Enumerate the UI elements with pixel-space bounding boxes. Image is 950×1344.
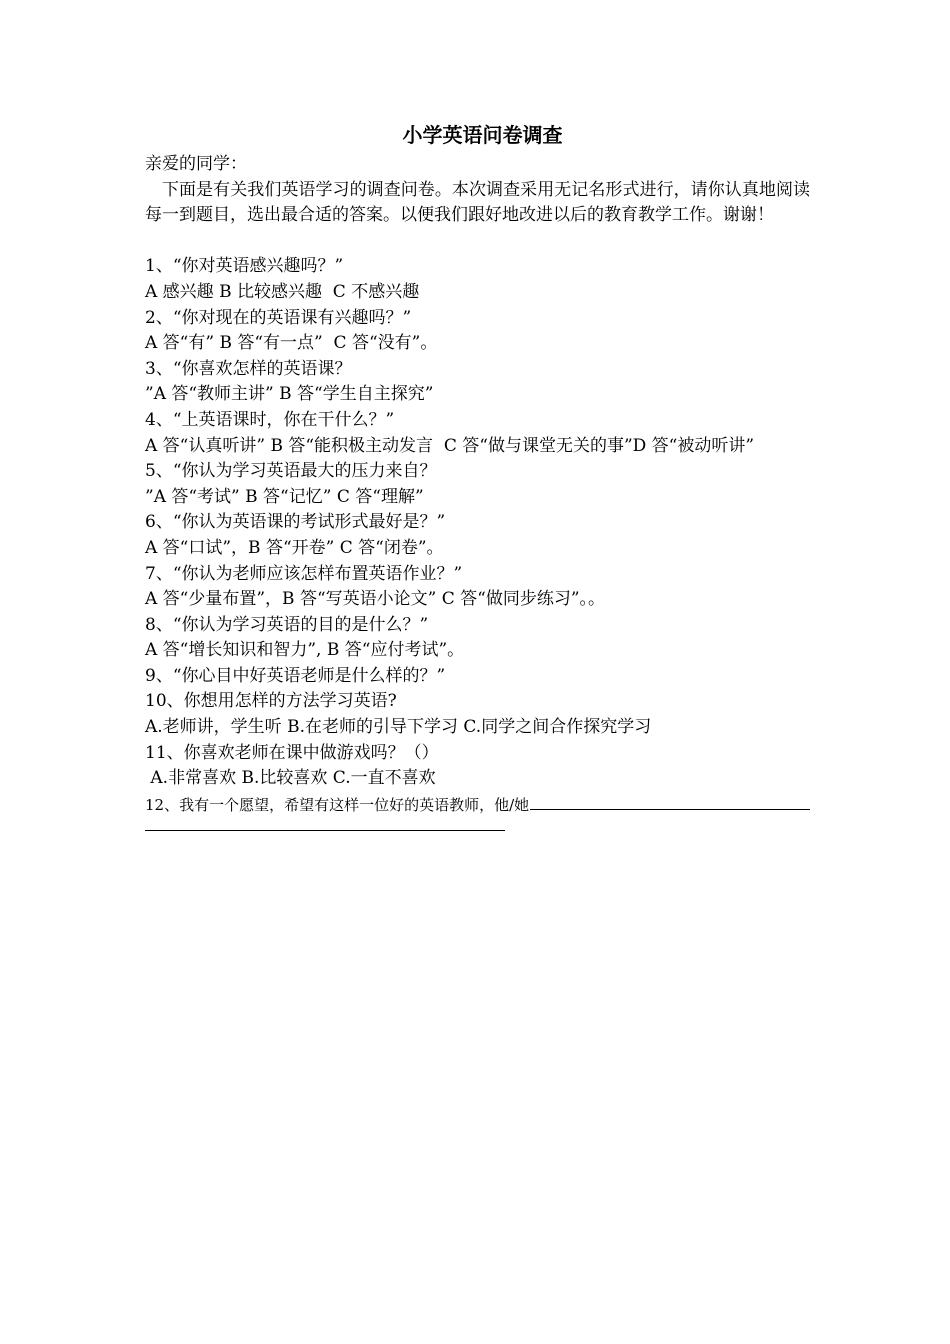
answer-blank-row[interactable] [145,818,810,844]
answer-5: ”A 答“考试” B 答“记忆” C 答“理解” [145,486,424,507]
answer-11: A.非常喜欢 B.比较喜欢 C.一直不喜欢 [145,768,436,789]
question-2: 2、“你对现在的英语课有兴趣吗？” [145,307,412,328]
question-1: 1、“你对英语感兴趣吗？” [145,256,344,277]
answer-1: A 感兴趣 B 比较感兴趣 C 不感兴趣 [145,281,420,302]
question-3: 3、“你喜欢怎样的英语课？ [145,358,352,379]
answer-3: ”A 答“教师主讲” B 答“学生自主探究” [145,384,434,405]
blank-line [145,229,810,255]
question-8: 8、“你认为学习英语的目的是什么？” [145,614,429,635]
answer-6: A 答“口试”，B 答“开卷” C 答“闭卷”。 [145,537,444,558]
question-12-text: 12、我有一个愿望，希望有这样一位好的英语教师，他/她 [145,795,530,814]
greeting: 亲爱的同学： [145,154,247,174]
answer-10: A.老师讲，学生听 B.在老师的引导下学习 C.同学之间合作探究学习 [145,717,652,738]
answer-4: A 答“认真听讲” B 答“能积极主动发言 C 答“做与课堂无关的事”D 答“被动听讲” [145,435,755,456]
answer-blank-line[interactable] [530,792,810,810]
question-12 [145,792,810,819]
answer-2: A 答“有” B 答“有一点” C 答“没有”。 [145,333,438,354]
question-11: 11、你喜欢老师在课中做游戏吗？（） [145,742,439,763]
question-5: 5、“你认为学习英语最大的压力来自？ [145,461,437,482]
answer-8: A 答“增长知识和智力”, B 答“应付考试”。 [145,640,465,661]
question-9: 9、“你心目中好英语老师是什么样的？” [145,665,446,686]
document-page [145,118,810,844]
question-7: 7、“你认为老师应该怎样布置英语作业？” [145,563,463,584]
answer-7: A 答“少量布置”，B 答“写英语小论文” C 答“做同步练习”。。 [145,589,606,610]
intro-paragraph: 下面是有关我们英语学习的调查问卷。本次调查采用无记名形式进行，请你认真地阅读每一到题目，选出最合适的答案。以便我们跟好地改进以后的教育教学工作。谢谢！ [145,179,810,226]
question-4: 4、“上英语课时，你在干什么？” [145,409,395,430]
question-6: 6、“你认为英语课的考试形式最好是？” [145,512,446,533]
answer-blank-line-2 [145,830,505,831]
document-title: 小学英语问卷调查 [402,123,563,147]
question-10: 10、你想用怎样的方法学习英语? [145,691,397,712]
